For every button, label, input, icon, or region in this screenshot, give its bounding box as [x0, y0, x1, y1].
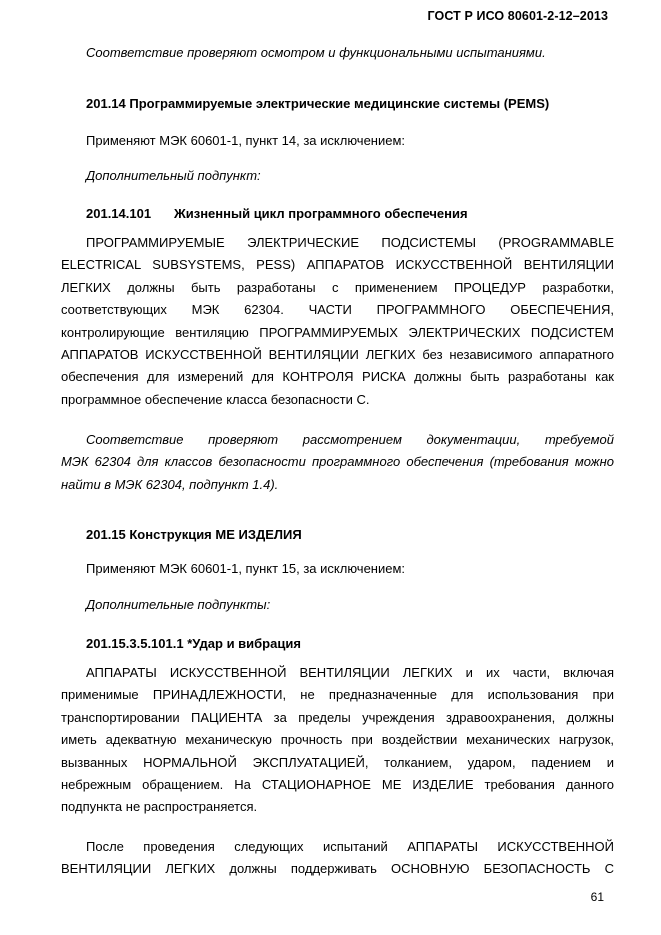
body-line: программное обеспечение класса безопасности С. [61, 391, 370, 407]
standard-header: ГОСТ Р ИСО 80601-2-12–2013 [427, 9, 608, 23]
body-line: контролирующие вентиляцию ПРОГРАММИРУЕМЫХ ЭЛЕКТРИЧЕСКИХ ПОДСИСТЕМ [61, 324, 614, 340]
section-201-14-101-heading [86, 206, 468, 221]
section-201-14-apply: Применяют МЭК 60601-1, пункт 14, за исключением: [86, 133, 406, 148]
check-line: МЭК 62304 для классов безопасности программного обеспечения (требования можно [61, 454, 614, 470]
body-line: обеспечения для измерений для КОНТРОЛЯ РИСКА должны быть разработаны как [61, 369, 614, 385]
body-line: ЛЕГКИХ должны быть разработаны с применением ПРОЦЕДУР разработки, [61, 279, 614, 295]
section-201-15-3-5-101-1-body [61, 662, 614, 819]
body-line: вызванных НОРМАЛЬНОЙ ЭКСПЛУАТАЦИЕЙ, толканием, ударом, падением и [61, 754, 614, 770]
section-201-15-heading: 201.15 Конструкция МЕ ИЗДЕЛИЯ [86, 527, 302, 542]
compliance-check-text: Соответствие проверяют осмотром и функциональными испытаниями. [86, 45, 546, 60]
body-line: ВЕНТИЛЯЦИИ ЛЕГКИХ должны поддерживать ОСНОВНУЮ БЕЗОПАСНОСТЬ С [61, 861, 614, 877]
section-number: 201.14.101 [86, 206, 152, 221]
body-line: соответствующих МЭК 62304. ЧАСТИ ПРОГРАММНОГО ОБЕСПЕЧЕНИЯ, [61, 302, 614, 318]
body-line: небрежным обращением. На СТАЦИОНАРНОЕ МЕ ИЗДЕЛИЕ требования данного [61, 777, 614, 793]
check-line: найти в МЭК 62304, подпункт 1.4). [61, 476, 279, 492]
check-line: Соответствие проверяют рассмотрением документации, требуемой [86, 432, 614, 447]
section-201-15-apply: Применяют МЭК 60601-1, пункт 15, за исключением: [86, 561, 406, 576]
section-title: Жизненный цикл программного обеспечения [174, 206, 468, 221]
section-201-15-additional: Дополнительные подпункты: [86, 597, 271, 612]
body-line: применимые ПРИНАДЛЕЖНОСТИ, не предназначенные для использования при [61, 687, 614, 703]
section-201-14-heading: 201.14 Программируемые электрические медицинские системы (PEMS) [86, 96, 550, 111]
section-201-14-101-body [61, 232, 614, 411]
body-line: АППАРАТЫ ИСКУССТВЕННОЙ ВЕНТИЛЯЦИИ ЛЕГКИХ и их части, включая [86, 665, 614, 680]
body-line: транспортировании ПАЦИЕНТА за пределы учреждения здравоохранения, должны [61, 709, 614, 725]
section-201-15-3-5-101-1-after [61, 836, 614, 881]
body-line: АППАРАТОВ ИСКУССТВЕННОЙ ВЕНТИЛЯЦИИ ЛЕГКИХ без независимого аппаратного [61, 347, 614, 363]
body-line: ELECTRICAL SUBSYSTEMS, PESS) АППАРАТОВ ИСКУССТВЕННОЙ ВЕНТИЛЯЦИИ [61, 257, 614, 273]
page-number: 61 [590, 890, 604, 904]
body-line: иметь адекватную механическую прочность при воздействии механических нагрузок, [61, 732, 614, 748]
section-201-14-additional: Дополнительный подпункт: [86, 168, 261, 183]
body-line: ПРОГРАММИРУЕМЫЕ ЭЛЕКТРИЧЕСКИЕ ПОДСИСТЕМЫ (PROGRAMMABLE [86, 235, 614, 250]
section-201-15-3-5-101-1-heading: 201.15.3.5.101.1 *Удар и вибрация [86, 636, 301, 651]
body-line: После проведения следующих испытаний АППАРАТЫ ИСКУССТВЕННОЙ [86, 839, 614, 854]
section-201-14-101-check [61, 429, 614, 496]
body-line: подпункта не распространяется. [61, 799, 258, 815]
